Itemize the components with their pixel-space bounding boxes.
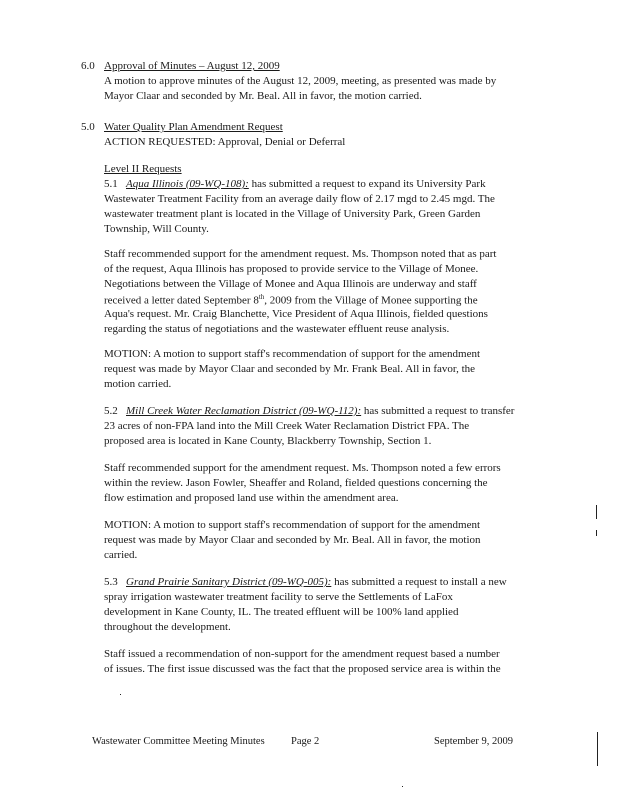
item-5-2-number: 5.2 (104, 405, 118, 417)
item-5-1-staff-line: Aqua's request. Mr. Craig Blanchette, Vice President of Aqua Illinois, fielded questions (104, 308, 488, 320)
ordinal-suffix: th (258, 293, 265, 301)
item-5-1-staff-line (104, 293, 478, 307)
item-5-2-text: has submitted a request to transfer (361, 405, 515, 417)
section-6-title-text: Approval of Minutes – August 12, 2009 (104, 60, 280, 72)
item-5-3-number: 5.3 (104, 576, 118, 588)
item-5-1-line: Township, Will County. (104, 223, 209, 235)
item-5-2-line (104, 405, 514, 417)
footer-date: September 9, 2009 (434, 736, 514, 747)
item-5-3-staff-line: of issues. The first issue discussed was the fact that the proposed service area is within the (104, 663, 501, 675)
section-5-title-text: Water Quality Plan Amendment Request (104, 121, 283, 133)
item-5-1-line (104, 178, 486, 190)
footer-page-number: Page 2 (291, 736, 320, 747)
item-5-2-motion-line: MOTION: A motion to support staff's recommendation of support for the amendment (104, 519, 481, 531)
item-5-1-staff-line: Negotiations between the Village of Monee and Aqua Illinois are underway and staff (104, 278, 477, 290)
section-5-number: 5.0 (81, 121, 95, 133)
item-5-2-name: Mill Creek Water Reclamation District (09-WQ-112): (126, 405, 362, 417)
item-5-3-text: has submitted a request to install a new (331, 576, 507, 588)
item-5-3-line (104, 576, 507, 588)
level-ii-heading: Level II Requests (104, 163, 182, 175)
scan-artifact (597, 732, 598, 766)
item-5-3-line: throughout the development. (104, 621, 231, 633)
item-5-1-line: Wastewater Treatment Facility from an average daily flow of 2.17 mgd to 2.45 mgd. The (104, 193, 495, 205)
section-6-line: Mayor Claar and seconded by Mr. Beal. All in favor, the motion carried. (104, 90, 422, 102)
scan-artifact (596, 530, 597, 536)
item-5-1-motion-line: request was made by Mayor Claar and seconded by Mr. Frank Beal. All in favor, the (104, 363, 476, 375)
section-6-number: 6.0 (81, 60, 95, 72)
item-5-2-staff-line: Staff recommended support for the amendment request. Ms. Thompson noted a few errors (104, 462, 501, 474)
item-5-1-line: wastewater treatment plant is located in the Village of University Park, Green Garden (104, 208, 481, 220)
item-5-1-motion-line: motion carried. (104, 378, 172, 390)
item-5-1-motion-line: MOTION: A motion to support staff's recommendation of support for the amendment (104, 348, 481, 360)
item-5-1-number: 5.1 (104, 178, 118, 190)
section-6-line: A motion to approve minutes of the August 12, 2009, meeting, as presented was made by (104, 75, 497, 87)
item-5-1-staff-text: received a letter dated September 8 (104, 294, 259, 307)
scan-artifact (596, 505, 597, 519)
item-5-2-line: 23 acres of non-FPA land into the Mill Creek Water Reclamation District FPA. The (104, 420, 470, 432)
section-6-title (104, 60, 280, 72)
item-5-3-line: spray irrigation wastewater treatment facility to serve the Settlements of LaFox (104, 591, 453, 603)
item-5-3-staff-line: Staff issued a recommendation of non-support for the amendment request based a number (104, 648, 500, 660)
scan-artifact (402, 786, 403, 787)
item-5-1-name: Aqua Illinois (09-WQ-108): (126, 178, 249, 190)
footer-title: Wastewater Committee Meeting Minutes (92, 736, 265, 747)
item-5-1-staff-line: regarding the status of negotiations and the wastewater effluent reuse analysis. (104, 323, 450, 335)
item-5-1-staff-text: , 2009 from the Village of Monee supporting the (264, 294, 478, 307)
item-5-2-motion-line: request was made by Mayor Claar and seconded by Mr. Beal. All in favor, the motion (104, 534, 481, 546)
item-5-1-staff-line: of the request, Aqua Illinois has proposed to provide service to the Village of Monee. (104, 263, 479, 275)
item-5-1-text: has submitted a request to expand its University Park (248, 178, 486, 190)
section-5-title (104, 121, 283, 133)
scan-artifact (120, 694, 121, 695)
item-5-1-staff-line: Staff recommended support for the amendment request. Ms. Thompson noted that as part (104, 248, 497, 260)
item-5-2-staff-line: flow estimation and proposed land use within the amendment area. (104, 492, 399, 504)
item-5-3-name: Grand Prairie Sanitary District (09-WQ-005): (126, 576, 332, 588)
item-5-2-staff-line: within the review. Jason Fowler, Sheaffer and Roland, fielded questions concerning the (104, 477, 488, 489)
action-requested: ACTION REQUESTED: Approval, Denial or Deferral (104, 136, 346, 148)
item-5-2-motion-line: carried. (104, 549, 138, 561)
item-5-3-line: development in Kane County, IL. The treated effluent will be 100% land applied (104, 606, 459, 618)
item-5-2-line: proposed area is located in Kane County, Blackberry Township, Section 1. (104, 435, 432, 447)
